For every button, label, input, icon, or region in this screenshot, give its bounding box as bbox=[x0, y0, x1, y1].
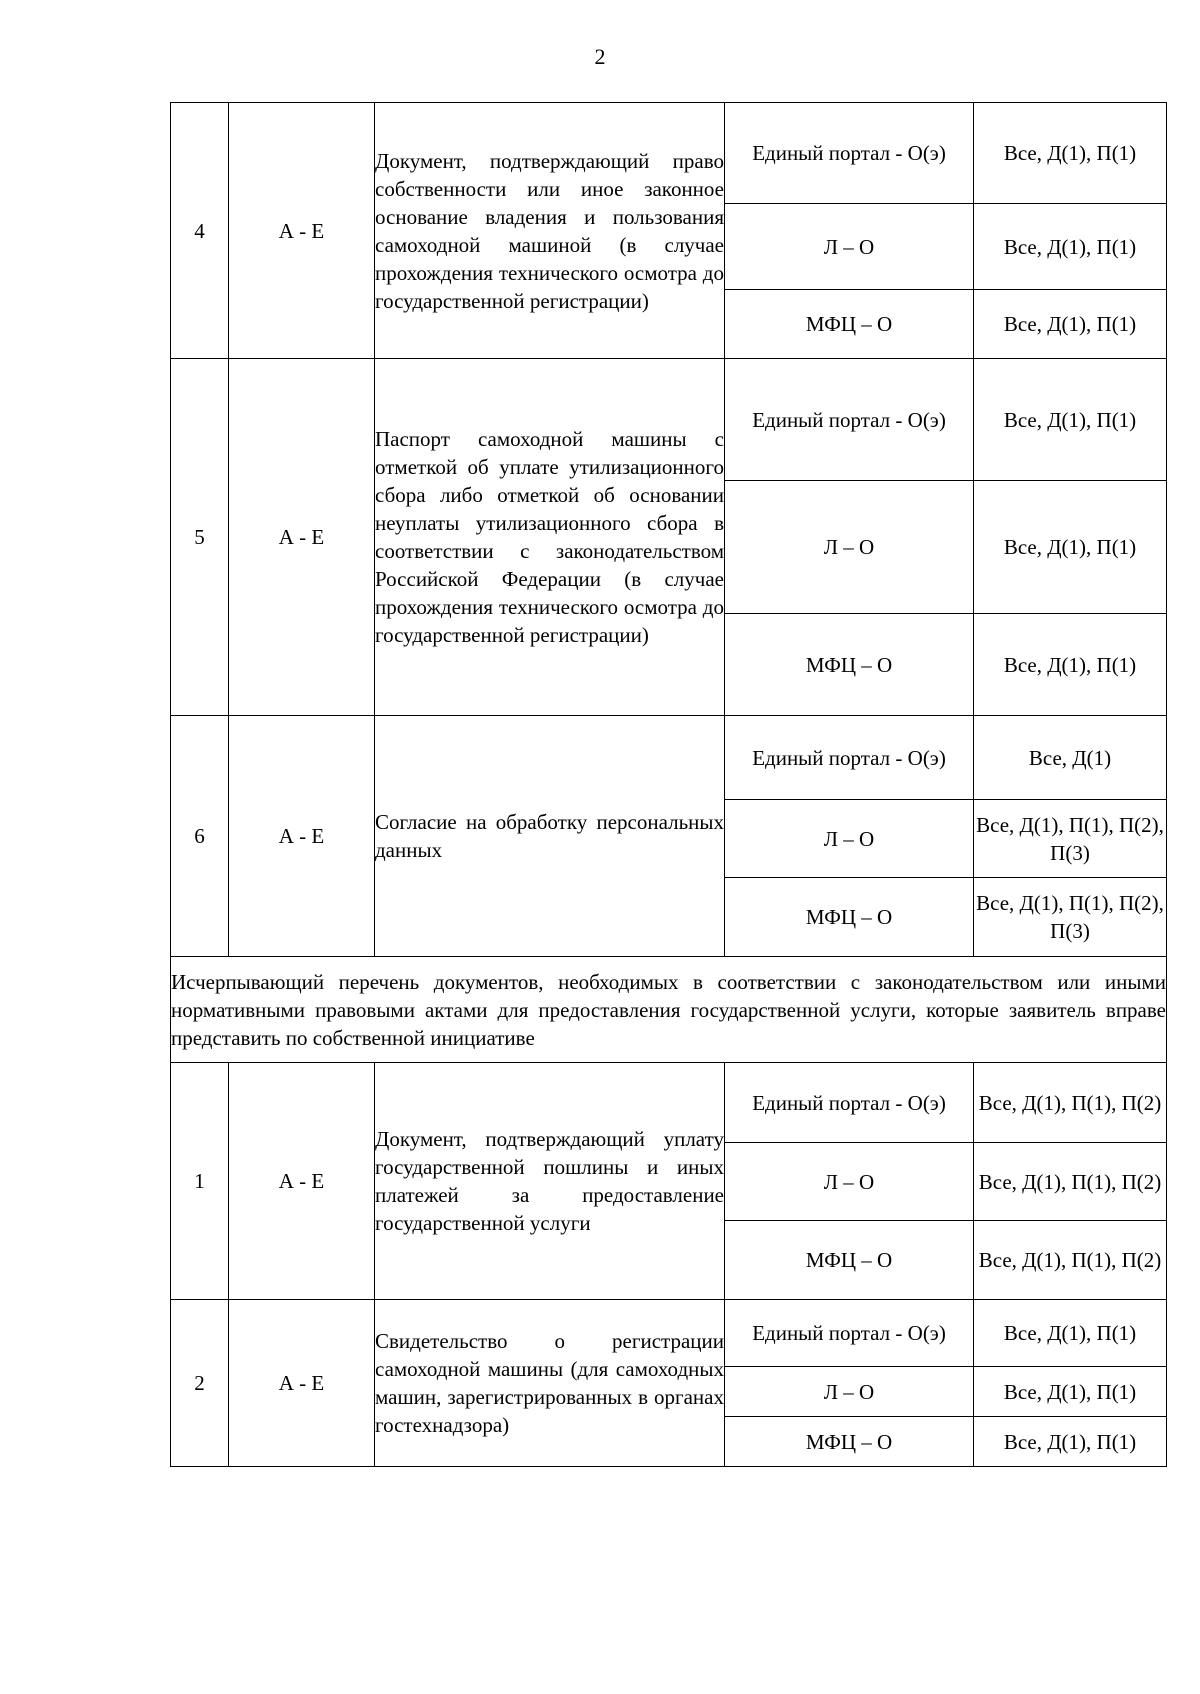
recipients-cell: Все, Д(1), П(1), П(2) bbox=[974, 1221, 1167, 1300]
applicant-categories: А - Е bbox=[229, 716, 375, 957]
recipients-cell: Все, Д(1), П(1), П(2), П(3) bbox=[974, 878, 1167, 957]
recipients-cell: Все, Д(1), П(1) bbox=[974, 1417, 1167, 1467]
table-row bbox=[171, 1063, 1167, 1143]
channel-cell: МФЦ – О bbox=[725, 290, 974, 359]
channel-cell: Л – О bbox=[725, 800, 974, 878]
channel-cell: Единый портал - О(э) bbox=[725, 359, 974, 481]
recipients-cell: Все, Д(1) bbox=[974, 716, 1167, 800]
document-description: Документ, подтверждающий право собственности или иное законное основание владения и пользования самоходной машиной (в случае прохождения технического осмотра до государственной регистрации) bbox=[375, 103, 725, 359]
recipients-cell: Все, Д(1), П(1) bbox=[974, 359, 1167, 481]
recipients-cell: Все, Д(1), П(1) bbox=[974, 614, 1167, 716]
recipients-cell: Все, Д(1), П(1) bbox=[974, 1367, 1167, 1417]
document-description: Документ, подтверждающий уплату государственной пошлины и иных платежей за предоставление государственной услуги bbox=[375, 1063, 725, 1300]
row-number: 2 bbox=[171, 1300, 229, 1467]
table-row bbox=[171, 1300, 1167, 1367]
row-number: 4 bbox=[171, 103, 229, 359]
channel-cell: Единый портал - О(э) bbox=[725, 1300, 974, 1367]
channel-cell: Единый портал - О(э) bbox=[725, 1063, 974, 1143]
document-description: Согласие на обработку персональных данных bbox=[375, 716, 725, 957]
section-heading: Исчерпывающий перечень документов, необходимых в соответствии с законодательством или иными нормативными правовыми актами для предоставления государственной услуги, которые заявитель вправе представить по собственной инициативе bbox=[171, 957, 1167, 1063]
applicant-categories: А - Е bbox=[229, 1300, 375, 1467]
table-row bbox=[171, 103, 1167, 204]
applicant-categories: А - Е bbox=[229, 1063, 375, 1300]
channel-cell: Л – О bbox=[725, 481, 974, 614]
row-number: 6 bbox=[171, 716, 229, 957]
applicant-categories: А - Е bbox=[229, 359, 375, 716]
recipients-cell: Все, Д(1), П(1) bbox=[974, 103, 1167, 204]
page-number: 2 bbox=[594, 44, 606, 69]
channel-cell: МФЦ – О bbox=[725, 1417, 974, 1467]
channel-cell: Единый портал - О(э) bbox=[725, 716, 974, 800]
row-number: 1 bbox=[171, 1063, 229, 1300]
table-row bbox=[171, 716, 1167, 800]
row-number: 5 bbox=[171, 359, 229, 716]
channel-cell: Л – О bbox=[725, 1143, 974, 1221]
channel-cell: МФЦ – О bbox=[725, 878, 974, 957]
recipients-cell: Все, Д(1), П(1) bbox=[974, 290, 1167, 359]
documents-table bbox=[170, 102, 1167, 1467]
recipients-cell: Все, Д(1), П(1), П(2) bbox=[974, 1143, 1167, 1221]
channel-cell: Л – О bbox=[725, 1367, 974, 1417]
recipients-cell: Все, Д(1), П(1) bbox=[974, 204, 1167, 290]
document-description: Паспорт самоходной машины с отметкой об уплате утилизационного сбора либо отметкой об основании неуплаты утилизационного сбора в соответствии с законодательством Российской Федерации (в случае прохождения технического осмотра до государственной регистрации) bbox=[375, 359, 725, 716]
channel-cell: Единый портал - О(э) bbox=[725, 103, 974, 204]
recipients-cell: Все, Д(1), П(1), П(2) bbox=[974, 1063, 1167, 1143]
applicant-categories: А - Е bbox=[229, 103, 375, 359]
channel-cell: МФЦ – О bbox=[725, 614, 974, 716]
channel-cell: Л – О bbox=[725, 204, 974, 290]
document-description: Свидетельство о регистрации самоходной машины (для самоходных машин, зарегистрированных в органах гостехнадзора) bbox=[375, 1300, 725, 1467]
recipients-cell: Все, Д(1), П(1) bbox=[974, 1300, 1167, 1367]
recipients-cell: Все, Д(1), П(1), П(2), П(3) bbox=[974, 800, 1167, 878]
channel-cell: МФЦ – О bbox=[725, 1221, 974, 1300]
table-row bbox=[171, 359, 1167, 481]
recipients-cell: Все, Д(1), П(1) bbox=[974, 481, 1167, 614]
